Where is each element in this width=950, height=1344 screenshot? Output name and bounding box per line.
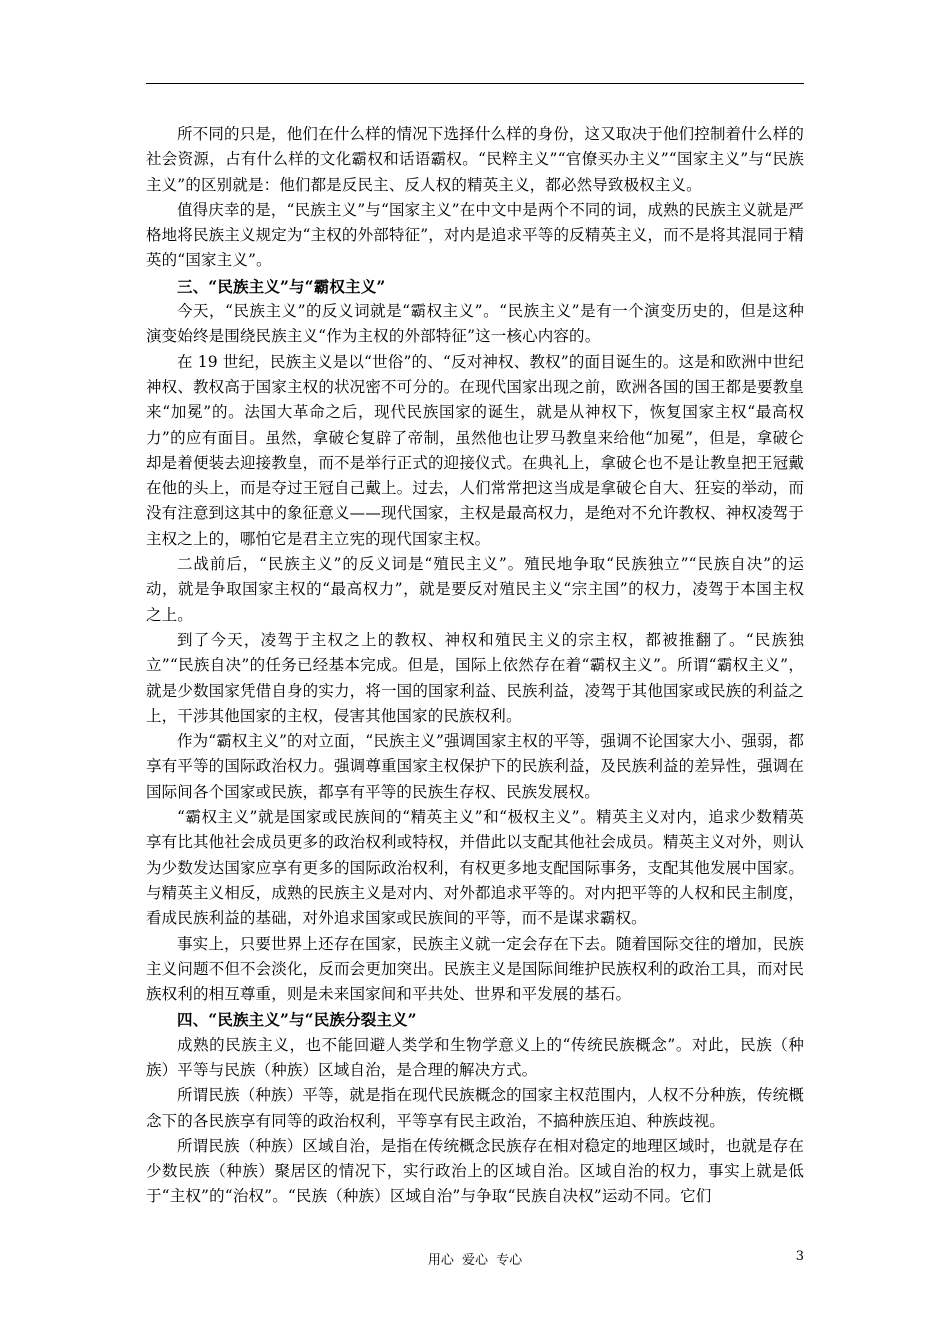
paragraph: 二战前后，“民族主义”的反义词是“殖民主义”。殖民地争取“民族独立”“民族自决”的运动，就是争取国家主权的“最高权力”，就是要反对殖民主义“宗主国”的权力，凌驾于本国主权之上。 [146, 555, 804, 624]
page-number: 3 [795, 1249, 804, 1264]
section-heading: 三、“民族主义”与“霸权主义” [177, 276, 386, 296]
paragraph: 所谓民族（种族）区域自治，是指在传统概念民族存在相对稳定的地理区域时，也就是存在少数民族（种族）聚居区的情况下，实行政治上的区域自治。区域自治的权力，事实上就是低于“主权”的“治权”。“民族（种族）区域自治”与争取“民族自决权”运动不同。它们 [146, 1136, 804, 1206]
paragraph: 事实上，只要世界上还存在国家，民族主义就一定会存在下去。随着国际交往的增加，民族主义问题不但不会淡化，反而会更加突出。民族主义是国际间维护民族权利的政治工具，而对民族权利的相互尊重，则是未来国家间和平共处、世界和平发展的基石。 [146, 934, 804, 1004]
paragraph: 值得庆幸的是，“民族主义”与“国家主义”在中文中是两个不同的词，成熟的民族主义就是严格地将民族主义规定为“主权的外部特征”，对内是追求平等的反精英主义，而不是将其混同于精英的“国家主义”。 [146, 200, 804, 270]
section-heading: 四、“民族主义”与“民族分裂主义” [177, 1010, 417, 1030]
paragraph: 作为“霸权主义”的对立面，“民族主义”强调国家主权的平等，强调不论国家大小、强弱，都享有平等的国际政治权力。强调尊重国家主权保护下的民族利益，及民族利益的差异性，强调在国际间各个国家或民族，都享有平等的民族生存权、民族发展权。 [146, 732, 804, 801]
header-rule [146, 83, 804, 84]
paragraph: 在 19 世纪，民族主义是以“世俗”的、“反对神权、教权”的面目诞生的。这是和欧洲中世纪神权、教权高于国家主权的状况密不可分的。在现代国家出现之前，欧洲各国的国王都是要教皇来“加冕”的。法国大革命之后，现代民族国家的诞生，就是从神权下，恢复国家主权“最高权力”的应有面目。虽然，拿破仑复辟了帝制，虽然他也让罗马教皇来给他“加冕”，但是，拿破仑却是着便装去迎接教皇，而不是举行正式的迎接仪式。在典礼上，拿破仑也不是让教皇把王冠戴在他的头上，而是夺过王冠自己戴上。过去，人们常常把这当成是拿破仑自大、狂妄的举动，而没有注意到这其中的象征意义——现代国家，主权是最高权力，是绝对不允许教权、神权凌驾于主权之上的，哪怕它是君主立宪的现代国家主权。 [146, 352, 804, 548]
document-body [146, 122, 804, 1210]
paragraph: 到了今天，凌驾于主权之上的教权、神权和殖民主义的宗主权，都被推翻了。“民族独立”“民族自决”的任务已经基本完成。但是，国际上依然存在着“霸权主义”。所谓“霸权主义”，就是少数国家凭借自身的实力，将一国的国家利益、民族利益，凌驾于其他国家或民族的利益之上，干涉其他国家的主权，侵害其他国家的民族权利。 [146, 630, 804, 725]
paragraph: “霸权主义”就是国家或民族间的“精英主义”和“极权主义”。精英主义对内，追求少数精英享有比其他社会成员更多的政治权利或特权，并借此以支配其他社会成员。精英主义对外，则认为少数发达国家应享有更多的国际政治权利，有权更多地支配国际事务，支配其他发展中国家。与精英主义相反，成熟的民族主义是对内、对外都追求平等的。对内把平等的人权和民主制度，看成民族利益的基础，对外追求国家或民族间的平等，而不是谋求霸权。 [146, 808, 804, 928]
paragraph: 今天，“民族主义”的反义词就是“霸权主义”。“民族主义”是有一个演变历史的，但是这种演变始终是围绕民族主义“作为主权的外部特征”这一核心内容的。 [146, 302, 804, 346]
paragraph: 所不同的只是，他们在什么样的情况下选择什么样的身份，这又取决于他们控制着什么样的社会资源，占有什么样的文化霸权和话语霸权。“民粹主义”“官僚买办主义”“国家主义”与“民族主义”的区别就是：他们都是反民主、反人权的精英主义，都必然导致极权主义。 [146, 125, 804, 194]
footer-motto: 用心 爱心 专心 [427, 1253, 523, 1268]
paragraph: 成熟的民族主义，也不能回避人类学和生物学意义上的“传统民族概念”。对此，民族（种族）平等与民族（种族）区域自治，是合理的解决方式。 [146, 1035, 804, 1079]
paragraph: 所谓民族（种族）平等，就是指在现代民族概念的国家主权范围内，人权不分种族，传统概念下的各民族享有同等的政治权利，平等享有民主政治，不搞种族压迫、种族歧视。 [146, 1086, 804, 1130]
